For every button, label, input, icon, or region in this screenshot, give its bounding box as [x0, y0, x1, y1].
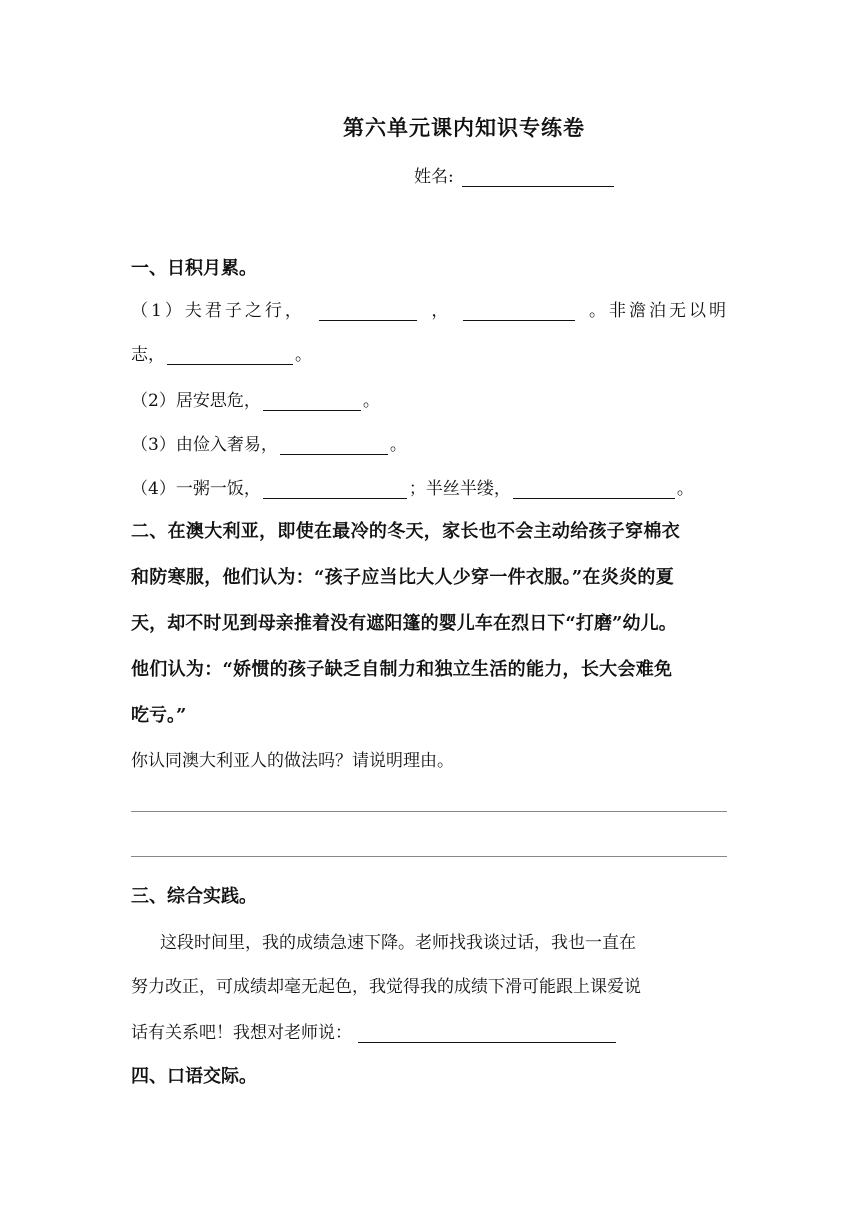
- q4-end: 。: [676, 479, 694, 499]
- q4-blank-2[interactable]: [513, 480, 675, 499]
- q4-part-b: ；半丝半缕，: [408, 479, 511, 499]
- section2-question: 你认同澳大利亚人的做法吗？请说明理由。: [131, 751, 454, 771]
- section3-line-3-text: 话有关系吧！我想对老师说：: [131, 1023, 352, 1043]
- q1-blank-2[interactable]: [463, 302, 575, 321]
- section2-line-3: [131, 609, 729, 635]
- section2-line-1: [131, 517, 729, 543]
- q2-text: （2）居安思危，: [131, 391, 261, 411]
- section2-line-2: [131, 563, 729, 589]
- section2-line-1-text: 二、在澳大利亚，即使在最冷的冬天，家长也不会主动给孩子穿棉衣: [131, 521, 680, 542]
- section3-heading: 三、综合实践。: [131, 886, 257, 907]
- q2-end: 。: [362, 391, 380, 411]
- q1-end: 。: [295, 345, 312, 365]
- section1-q1-row: [131, 296, 729, 321]
- section2-line-3-text: 天，却不时见到母亲推着没有遮阳篷的婴儿车在烈日下“打磨”幼儿。: [131, 613, 677, 634]
- q2-blank[interactable]: [263, 392, 361, 411]
- q4-part-a: （4）一粥一饭，: [131, 479, 261, 499]
- page-title: 第六单元课内知识专练卷: [343, 115, 585, 140]
- q1-blank-1[interactable]: [319, 302, 417, 321]
- section2-line-2-text: 和防寒服，他们认为：“孩子应当比大人少穿一件衣服。”在炎炎的夏: [131, 567, 675, 588]
- name-blank[interactable]: [462, 168, 614, 187]
- section3-line-2: 努力改正，可成绩却毫无起色，我觉得我的成绩下滑可能跟上课爱说: [131, 977, 641, 997]
- name-field: [414, 162, 616, 187]
- section2-line-4-text: 他们认为：“娇惯的孩子缺乏自制力和独立生活的能力，长大会难免: [131, 659, 673, 680]
- q3-blank[interactable]: [280, 436, 388, 455]
- name-label: 姓名:: [414, 167, 454, 187]
- section3-line-1: 这段时间里，我的成绩急速下降。老师找我谈过话，我也一直在: [160, 933, 636, 953]
- section3-line-3: [131, 1018, 618, 1043]
- q1-blank-3[interactable]: [167, 346, 293, 365]
- section1-q3: [131, 430, 407, 455]
- section4-heading: 四、口语交际。: [131, 1066, 257, 1087]
- q4-blank-1[interactable]: [263, 480, 407, 499]
- section1-q4: [131, 474, 694, 499]
- section1-q1-cont: [131, 340, 312, 365]
- section2-line-5: 吃亏。”: [131, 705, 187, 726]
- section1-heading: 一、日积月累。: [131, 258, 257, 279]
- section2-line-4: [131, 655, 729, 681]
- q1-part-c: 志，: [131, 345, 165, 365]
- q1-part-a: （1）夫君子之行，: [131, 301, 305, 321]
- section1-q2: [131, 386, 380, 411]
- answer-line-1[interactable]: [131, 811, 727, 812]
- q1-part-b: 。非澹泊无以明: [588, 301, 729, 321]
- q1-comma: ，: [431, 301, 449, 321]
- section3-blank[interactable]: [358, 1024, 616, 1043]
- q3-end: 。: [389, 435, 407, 455]
- q3-text: （3）由俭入奢易，: [131, 435, 278, 455]
- answer-line-2[interactable]: [131, 856, 727, 857]
